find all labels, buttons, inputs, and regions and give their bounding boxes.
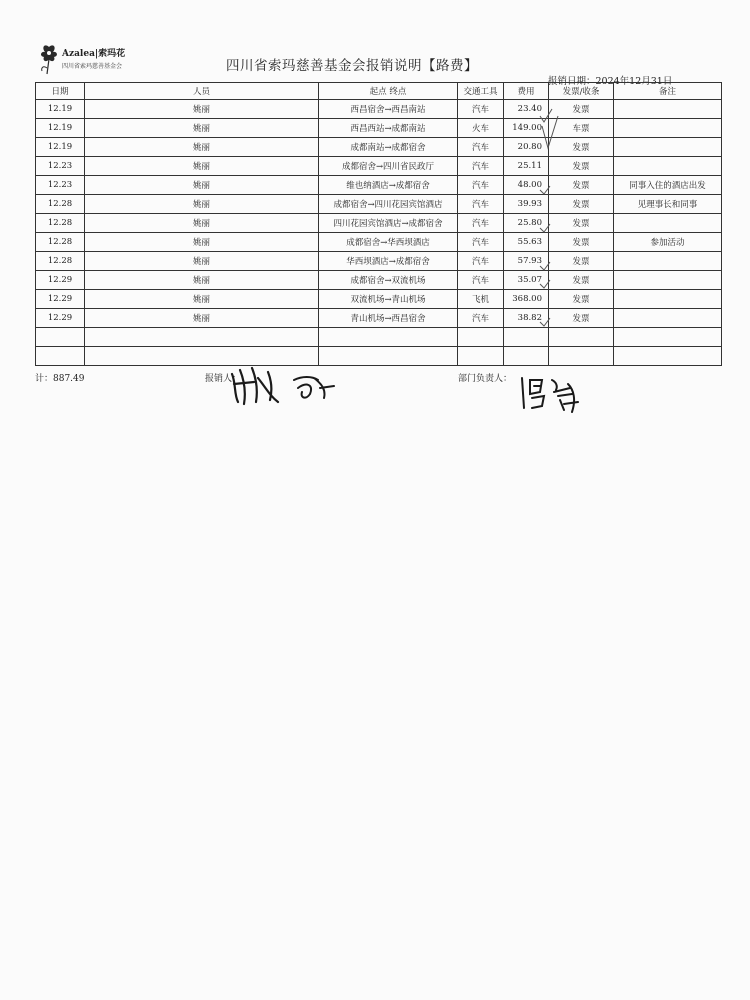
cell-person: 姚丽 [85,290,319,309]
cell-fee: 20.80 [504,138,549,157]
header-receipt: 发票/收条 [549,83,614,100]
cell-note [614,309,722,328]
cell-receipt: 发票 [549,214,614,233]
cell-route: 成都宿舍→四川省民政厅 [319,157,458,176]
cell-transport: 汽车 [458,271,504,290]
cell-person [85,328,319,347]
cell-fee: 25.11 [504,157,549,176]
table-row [36,157,722,176]
cell-date: 12.19 [36,100,85,119]
cell-route [319,328,458,347]
logo-org-text: 四川省索玛慈善基金会 [62,63,123,70]
cell-transport: 汽车 [458,214,504,233]
cell-date: 12.29 [36,271,85,290]
cell-transport: 汽车 [458,252,504,271]
cell-person: 姚丽 [85,176,319,195]
cell-receipt: 发票 [549,100,614,119]
cell-date: 12.29 [36,309,85,328]
cell-note: 同事入住的酒店出发 [614,176,722,195]
cell-note [614,119,722,138]
table-row [36,233,722,252]
dept-head-label: 部门负责人： [458,374,513,384]
table-row [36,176,722,195]
cell-person: 姚丽 [85,271,319,290]
cell-receipt: 发票 [549,309,614,328]
cell-date: 12.29 [36,290,85,309]
cell-date [36,347,85,366]
cell-transport: 汽车 [458,309,504,328]
table-row [36,195,722,214]
cell-receipt: 发票 [549,176,614,195]
cell-date: 12.28 [36,252,85,271]
cell-fee: 39.93 [504,195,549,214]
cell-route: 四川花园宾馆酒店→成都宿舍 [319,214,458,233]
cell-person: 姚丽 [85,252,319,271]
header-transport: 交通工具 [458,83,504,100]
cell-note [614,138,722,157]
header-date: 日期 [36,83,85,100]
cell-receipt: 发票 [549,138,614,157]
cell-transport [458,328,504,347]
dept-head-signature [518,372,588,416]
cell-route: 双流机场→青山机场 [319,290,458,309]
checkmark-icon [540,262,550,270]
cell-fee: 55.63 [504,233,549,252]
cell-date: 12.23 [36,176,85,195]
cell-route: 成都宿舍→华西坝酒店 [319,233,458,252]
cell-person: 姚丽 [85,233,319,252]
cell-transport: 汽车 [458,195,504,214]
cell-receipt [549,347,614,366]
cell-receipt: 发票 [549,271,614,290]
cell-route: 西昌西站→成都南站 [319,119,458,138]
cell-receipt: 车票 [549,119,614,138]
cell-transport: 汽车 [458,157,504,176]
cell-route: 成都宿舍→双流机场 [319,271,458,290]
cell-route: 成都南站→成都宿舍 [319,138,458,157]
checkmark-icon [540,186,550,194]
table-row [36,328,722,347]
cell-transport: 汽车 [458,100,504,119]
checkmark-icon [540,318,550,326]
cell-person: 姚丽 [85,100,319,119]
cell-person: 姚丽 [85,157,319,176]
table-row [36,100,722,119]
cell-fee: 48.00 [504,176,549,195]
cell-date: 12.23 [36,157,85,176]
cell-date: 12.28 [36,233,85,252]
cell-note [614,347,722,366]
cell-person: 姚丽 [85,214,319,233]
table-header-row [36,83,722,100]
cell-note: 参加活动 [614,233,722,252]
cell-route: 华西坝酒店→成都宿舍 [319,252,458,271]
table-row [36,271,722,290]
cell-route: 成都宿舍→四川花园宾馆酒店 [319,195,458,214]
checkmark-icon [540,109,552,122]
cell-receipt: 发票 [549,157,614,176]
cell-note: 见理事长和同事 [614,195,722,214]
checkmark-icon [540,280,550,288]
foundation-logo [38,43,148,79]
cell-fee: 25.80 [504,214,549,233]
cell-date: 12.19 [36,119,85,138]
table-row [36,252,722,271]
cell-route: 维也纳酒店→成都宿舍 [319,176,458,195]
cell-date: 12.28 [36,214,85,233]
cell-fee: 149.00 [504,119,549,138]
cell-fee: 368.00 [504,290,549,309]
cell-fee: 23.40 [504,100,549,119]
reimburser-signature [222,358,372,408]
cell-person: 姚丽 [85,119,319,138]
cell-receipt: 发票 [549,290,614,309]
cell-note [614,290,722,309]
header-route: 起点 终点 [319,83,458,100]
table-row [36,138,722,157]
cell-note [614,328,722,347]
reimburser-label: 报销人： [205,374,242,384]
checkmarks-group [536,104,566,334]
cell-date: 12.19 [36,138,85,157]
cell-person: 姚丽 [85,195,319,214]
cell-transport [458,347,504,366]
cell-transport: 飞机 [458,290,504,309]
cell-fee: 38.82 [504,309,549,328]
cell-transport: 火车 [458,119,504,138]
logo-brand-text: Azalea|索玛花 [62,49,126,59]
cell-person: 姚丽 [85,138,319,157]
cell-note [614,214,722,233]
table-row [36,214,722,233]
cell-note [614,271,722,290]
cell-transport: 汽车 [458,176,504,195]
cell-fee: 35.07 [504,271,549,290]
cell-fee [504,347,549,366]
checkmark-icon [540,224,550,232]
header-fee: 费用 [504,83,549,100]
cell-note [614,157,722,176]
report-date: 报销日期：2024年12月31日 [548,76,673,87]
cell-fee: 57.93 [504,252,549,271]
cell-person: 姚丽 [85,309,319,328]
cell-note [614,252,722,271]
header-person: 人员 [85,83,319,100]
total-amount: 计：887.49 [35,374,85,384]
expense-table [35,82,722,366]
cell-route: 西昌宿舍→西昌南站 [319,100,458,119]
cell-receipt: 发票 [549,233,614,252]
table-row [36,290,722,309]
cell-transport: 汽车 [458,138,504,157]
table-row [36,309,722,328]
table-row [36,347,722,366]
cell-transport: 汽车 [458,233,504,252]
cell-route: 青山机场→西昌宿舍 [319,309,458,328]
page-title: 四川省索玛慈善基金会报销说明【路费】 [226,58,478,74]
cell-receipt: 发票 [549,252,614,271]
table-row [36,119,722,138]
cell-note [614,100,722,119]
flower-logo-icon [38,43,60,77]
cell-date: 12.28 [36,195,85,214]
cell-receipt: 发票 [549,195,614,214]
header-note: 备注 [614,83,722,100]
cell-date [36,328,85,347]
